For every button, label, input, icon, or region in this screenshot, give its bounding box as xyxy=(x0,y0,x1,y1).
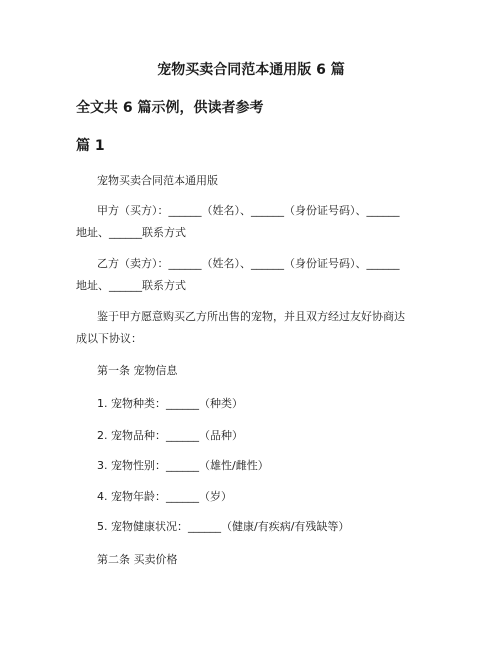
pet-info-item-1: 1. 宠物种类：______（种类） xyxy=(97,397,243,410)
pet-info-item-5: 5. 宠物健康状况：______（健康/有疾病/有残缺等） xyxy=(97,520,350,533)
party-a-line-1: 甲方（买方）：______（姓名）、______（身份证号码）、______ xyxy=(97,204,400,217)
preamble-line-1: 鉴于甲方愿意购买乙方所出售的宠物，并且双方经过友好协商达 xyxy=(97,310,405,323)
article-2-title: 第二条 买卖价格 xyxy=(97,553,178,566)
pet-info-item-3: 3. 宠物性别：______（雄性/雌性） xyxy=(97,459,269,472)
party-b-paragraph xyxy=(76,253,432,297)
document-subtitle: 全文共 6 篇示例，供读者参考 xyxy=(76,100,264,116)
party-b-line-1: 乙方（卖方）：______（姓名）、______（身份证号码）、______ xyxy=(97,257,400,270)
party-a-paragraph xyxy=(76,200,432,244)
section-heading: 篇 1 xyxy=(76,138,105,154)
preamble-line-2: 成以下协议： xyxy=(76,332,142,345)
party-a-line-2: 地址、______联系方式 xyxy=(76,226,186,239)
pet-info-item-4: 4. 宠物年龄：______（岁） xyxy=(97,490,232,503)
contract-name-text: 宠物买卖合同范本通用版 xyxy=(97,174,218,187)
party-b-line-2: 地址、______联系方式 xyxy=(76,279,186,292)
document-title: 宠物买卖合同范本通用版 6 篇 xyxy=(157,62,345,78)
pet-info-item-2: 2. 宠物品种：______（品种） xyxy=(97,429,243,442)
article-1-title: 第一条 宠物信息 xyxy=(97,364,178,377)
preamble-paragraph xyxy=(76,306,432,350)
